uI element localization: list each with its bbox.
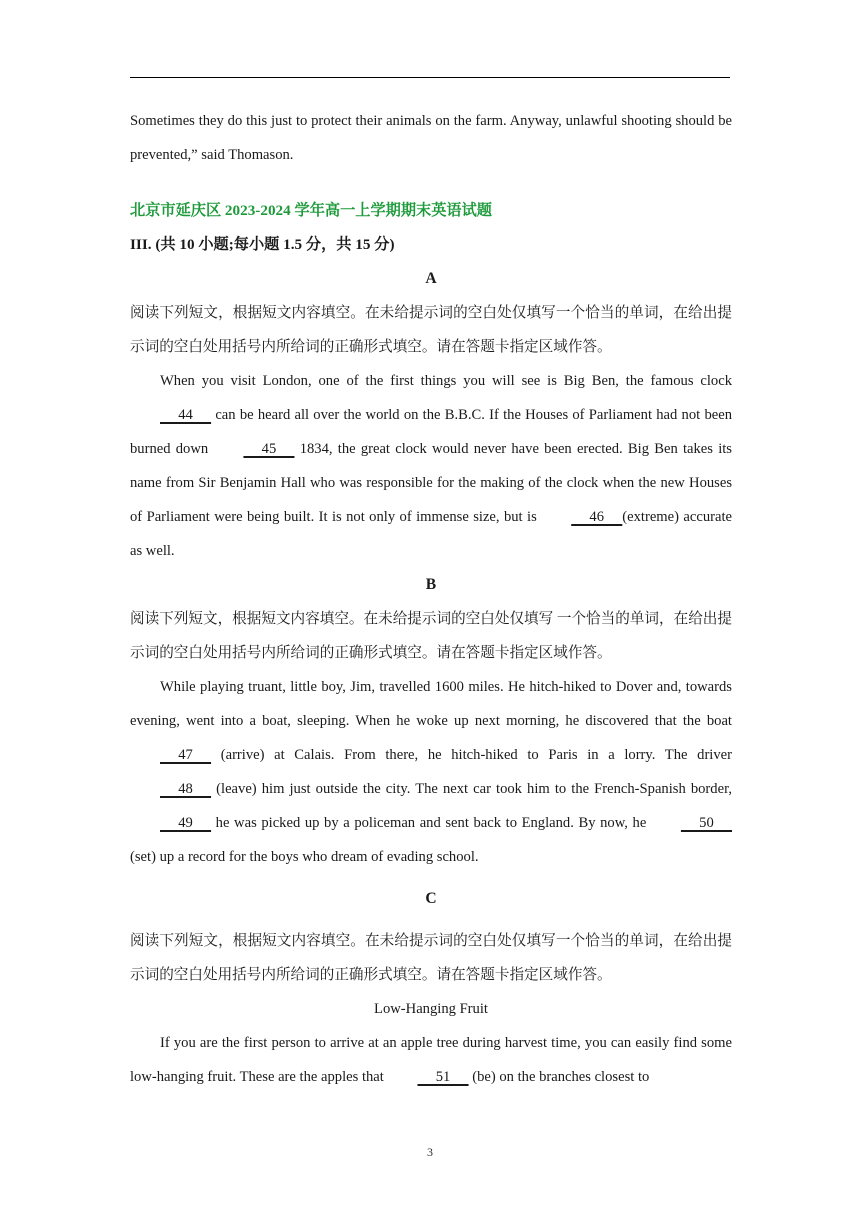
section-b-instruction: 阅读下列短文，根据短文内容填空。在未给提示词的空白处仅填写 一个恰当的单词，在给出提示词的空白处用括号内所给词的正确形式填空。请在答题卡指定区域作答。 (130, 611, 732, 661)
blank-46[interactable]: 46 (571, 509, 623, 525)
section-c-passage: If you are the first person to arrive at an apple tree during harvest time, you can easily find some low-hanging fruit. These are the apples that 51 (be) on the branches closest to (130, 1026, 732, 1094)
blank-48[interactable]: 48 (160, 781, 212, 797)
blank-50[interactable]: 50 (680, 815, 732, 831)
blank-44[interactable]: 44 (160, 407, 212, 423)
document-page (130, 104, 732, 1094)
blank-47[interactable]: 47 (160, 747, 212, 763)
page-number: 3 (427, 1145, 433, 1159)
blank-45[interactable]: 45 (243, 441, 295, 457)
section-a-passage: When you visit London, one of the first things you will see is Big Ben, the famous clock 44 can be heard all over the world on the B.B.C. If the Houses of Parliament had not been burned down 45 1834, the great clock would never have been erected. Big Ben takes its name from Sir Benjamin Hall who was responsible for the making of the clock when the new Houses of Parliament were being built. It is not only of immense size, but is 46 (extreme) accurate as well. (130, 373, 732, 559)
blank-51[interactable]: 51 (417, 1069, 469, 1085)
continuation-text: Sometimes they do this just to protect their animals on the farm. Anyway, unlawful shooting should be prevented,” said Thomason. (130, 113, 732, 163)
section-a-letter: A (425, 270, 437, 287)
part-heading: III. (共 10 小题;每小题 1.5 分，共 15 分) (130, 236, 395, 253)
section-a-instruction: 阅读下列短文，根据短文内容填空。在未给提示词的空白处仅填写一个恰当的单词，在给出提示词的空白处用括号内所给词的正确形式填空。请在答题卡指定区域作答。 (130, 305, 732, 355)
section-b-letter: B (425, 576, 437, 593)
blank-49[interactable]: 49 (160, 815, 212, 831)
exam-title: 北京市延庆区 2023-2024 学年高一上学期期末英语试题 (130, 202, 492, 219)
section-c-letter: C (425, 890, 437, 907)
passage-title: Low-Hanging Fruit (374, 1001, 488, 1017)
header-rule (130, 77, 730, 78)
section-b-passage: While playing truant, little boy, Jim, travelled 1600 miles. He hitch-hiked to Dover and, towards evening, went into a boat, sleeping. When he woke up next morning, he discovered that the boat 47 (arrive) at Calais. From there, he hitch-hiked to Paris in a lorry. The driver 48 (leave) him just outside the city. The next car took him to the French-Spanish border, 49 he was picked up by a policeman and sent back to England. By now, he 50 (set) up a record for the boys who dream of evading school. (130, 679, 732, 865)
section-c-instruction: 阅读下列短文，根据短文内容填空。在未给提示词的空白处仅填写一个恰当的单词，在给出提示词的空白处用括号内所给词的正确形式填空。请在答题卡指定区域作答。 (130, 933, 732, 983)
continuation-paragraph (130, 104, 732, 172)
